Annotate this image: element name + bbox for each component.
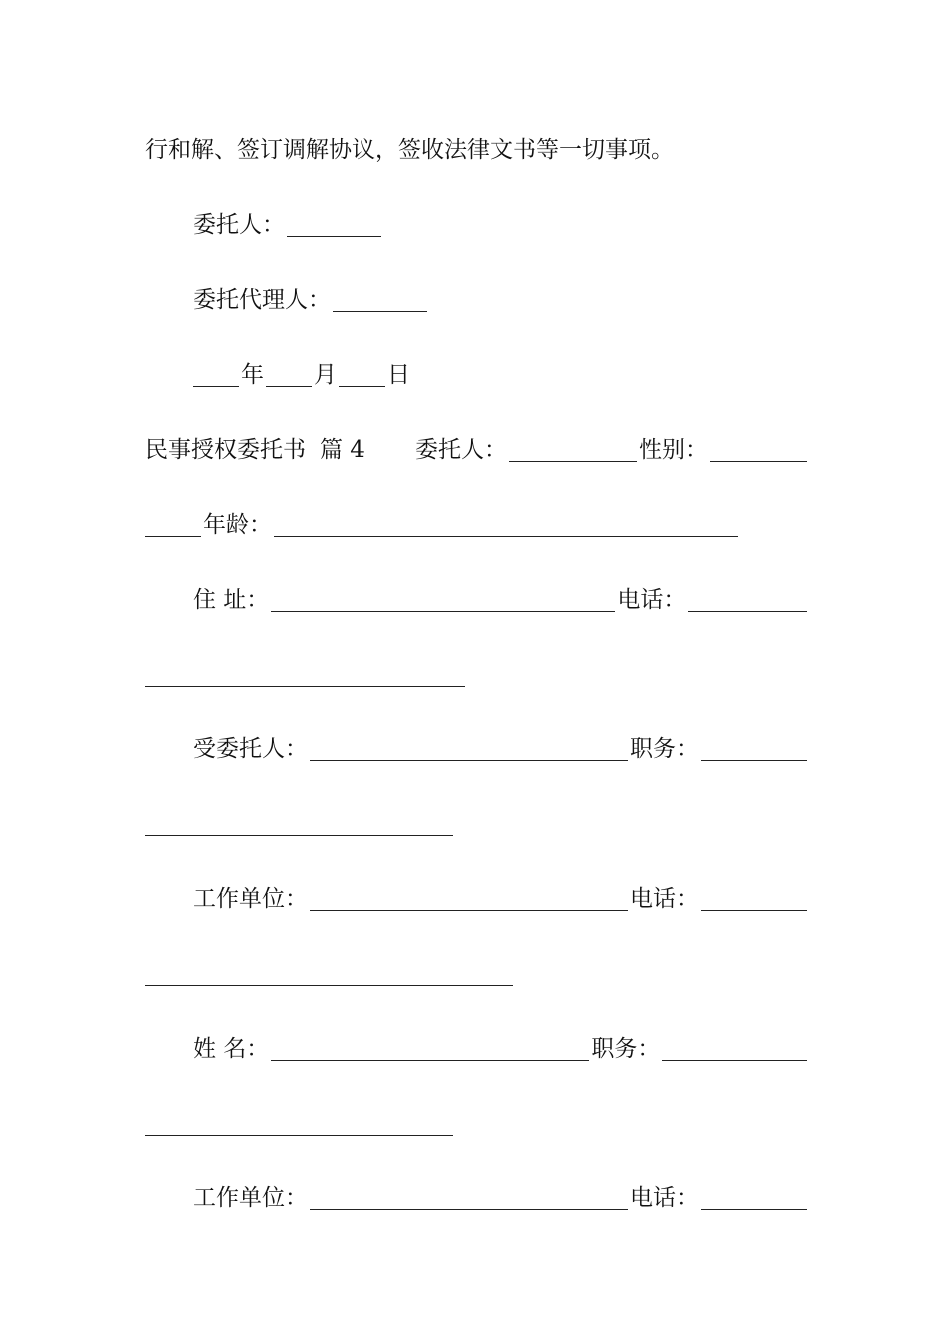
name-line: [193, 1033, 807, 1065]
workplace-phone-label-2: 电话：: [630, 1185, 699, 1211]
principal-signature-line: [193, 209, 807, 241]
year-blank[interactable]: [193, 362, 239, 387]
agent-signature-blank[interactable]: [333, 287, 427, 312]
section4-principal-label: 委托人：: [414, 437, 507, 463]
age-label: 年龄：: [203, 512, 272, 538]
phone-blank-continued[interactable]: [145, 662, 465, 687]
workplace-line-2: [193, 1182, 807, 1214]
trustee-line: [193, 733, 807, 765]
year-label: 年: [241, 362, 264, 388]
day-blank[interactable]: [339, 362, 385, 387]
principal-label: 委托人：: [193, 212, 285, 238]
agent-signature-line: [193, 284, 807, 316]
name-position-blank[interactable]: [662, 1036, 807, 1061]
position-label: 职务：: [630, 736, 699, 762]
workplace-label: 工作单位：: [193, 886, 308, 912]
phone-blank[interactable]: [688, 587, 807, 612]
workplace-phone-blank-continued[interactable]: [145, 961, 513, 986]
agent-label: 委托代理人：: [193, 287, 331, 313]
workplace-phone-label: 电话：: [630, 886, 699, 912]
gender-label: 性别：: [638, 437, 708, 463]
age-line: [145, 509, 807, 541]
date-line: [193, 359, 807, 391]
trustee-blank[interactable]: [310, 736, 628, 761]
address-label: 住 址：: [193, 587, 270, 613]
age-blank[interactable]: [274, 512, 738, 537]
section4-heading: 民事授权委托书: [145, 437, 306, 463]
month-blank[interactable]: [266, 362, 312, 387]
principal-signature-blank[interactable]: [287, 212, 381, 237]
name-blank[interactable]: [271, 1036, 589, 1061]
gender-blank-continued[interactable]: [145, 512, 201, 537]
address-blank[interactable]: [271, 587, 615, 612]
trustee-continuation-line: [145, 808, 807, 840]
workplace-label-2: 工作单位：: [193, 1185, 308, 1211]
position-blank-continued[interactable]: [145, 811, 453, 836]
gender-blank[interactable]: [710, 437, 807, 462]
name-continuation-line: [145, 1108, 807, 1140]
name-label: 姓 名：: [193, 1036, 270, 1062]
address-continuation-line: [145, 659, 807, 691]
workplace-blank-2[interactable]: [310, 1185, 628, 1210]
day-label: 日: [387, 362, 410, 388]
name-position-label: 职务：: [591, 1036, 661, 1062]
workplace-line: [193, 883, 807, 915]
section4-part: 篇 4: [320, 437, 365, 463]
workplace-phone-blank[interactable]: [701, 886, 807, 911]
position-blank[interactable]: [701, 736, 807, 761]
continuation-text: 行和解、签订调解协议，签收法律文书等一切事项。: [145, 137, 674, 163]
month-label: 月: [314, 362, 337, 388]
trustee-label: 受委托人：: [193, 736, 308, 762]
principal-name-blank[interactable]: [509, 437, 637, 462]
workplace-continuation-line: [145, 958, 807, 990]
workplace-phone-blank-2[interactable]: [701, 1185, 807, 1210]
continuation-paragraph: [145, 134, 807, 166]
section4-heading-line: [145, 434, 807, 466]
phone-label: 电话：: [617, 587, 687, 613]
workplace-blank[interactable]: [310, 886, 628, 911]
address-line: [193, 584, 807, 616]
name-position-blank-continued[interactable]: [145, 1111, 453, 1136]
